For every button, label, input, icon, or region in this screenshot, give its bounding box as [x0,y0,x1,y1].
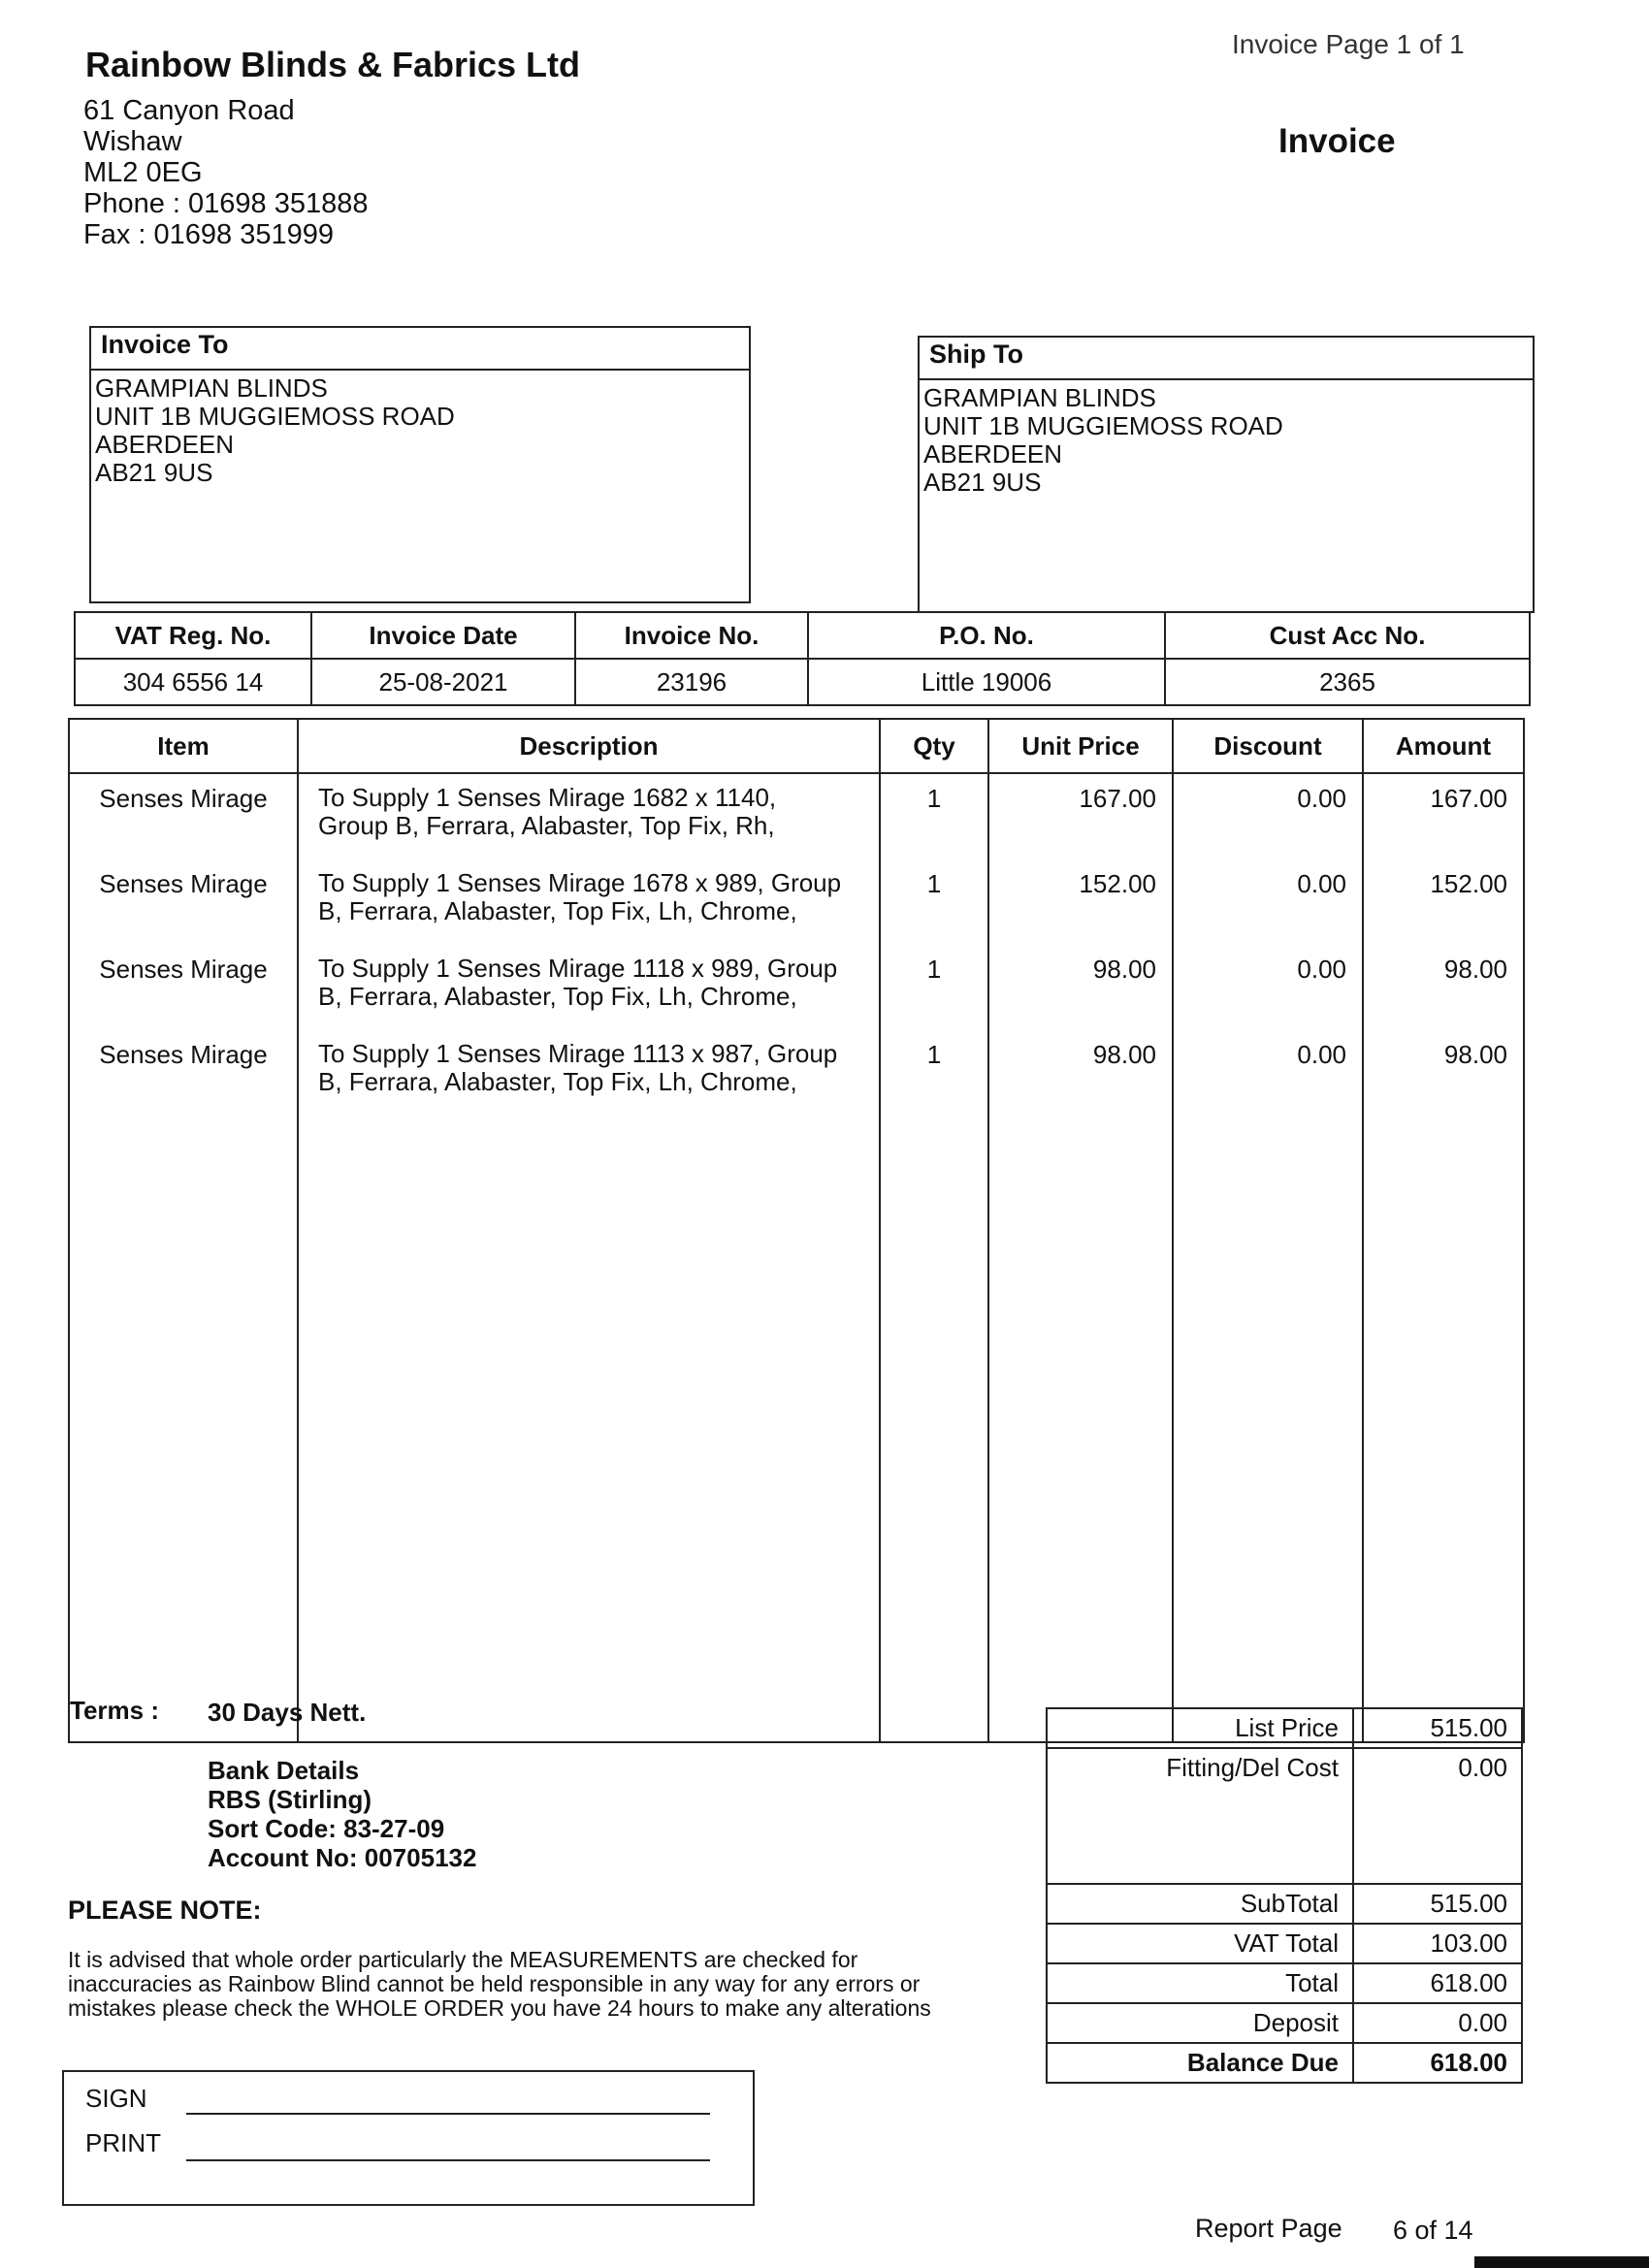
address-line: UNIT 1B MUGGIEMOSS ROAD [95,402,455,431]
amount-cell: 152.00 [1363,859,1524,945]
amount-header: Amount [1363,719,1524,773]
invoice-no-value: 23196 [575,659,808,705]
note-line: inaccuracies as Rainbow Blind cannot be held responsible in any way for any errors or [68,1971,921,1996]
vat-reg-value: 304 6556 14 [75,659,311,705]
description-cell [298,945,880,1030]
vat-total-value: 103.00 [1353,1924,1522,1963]
totals-row [1047,1708,1522,1748]
qty-cell: 1 [880,773,988,859]
vat-total-label: VAT Total [1047,1924,1353,1963]
item-cell: Senses Mirage [69,1030,298,1116]
unit-price-cell: 98.00 [988,1030,1173,1116]
terms-label: Terms : [70,1696,159,1725]
totals-table [1046,1707,1523,2084]
totals-row [1047,2043,1522,2083]
invoice-to-box [89,326,751,603]
table-row [69,859,1524,945]
invoice-info-table [74,611,1531,706]
subtotal-label: SubTotal [1047,1884,1353,1924]
bank-details-title: Bank Details [208,1756,360,1785]
unit-price-header: Unit Price [988,719,1173,773]
description-line: To Supply 1 Senses Mirage 1678 x 989, Group [318,868,842,897]
vat-reg-header: VAT Reg. No. [75,612,311,659]
please-note-title: PLEASE NOTE: [68,1895,262,1925]
unit-price-cell: 98.00 [988,945,1173,1030]
address-line: UNIT 1B MUGGIEMOSS ROAD [923,411,1283,440]
discount-cell: 0.00 [1173,773,1363,859]
description-line: To Supply 1 Senses Mirage 1113 x 987, Group [318,1039,838,1068]
document-title: Invoice [1278,122,1396,160]
sign-label: SIGN [85,2084,147,2113]
fitting-cost-value: 0.00 [1353,1748,1522,1884]
address-line: AB21 9US [95,458,213,487]
total-value: 618.00 [1353,1963,1522,2003]
report-page-number: 6 of 14 [1393,2216,1473,2245]
note-line: mistakes please check the WHOLE ORDER you have 24 hours to make any alterations [68,1995,931,2021]
amount-cell: 98.00 [1363,945,1524,1030]
description-line: B, Ferrara, Alabaster, Top Fix, Lh, Chrome, [318,982,797,1011]
company-fax: Fax : 01698 351999 [83,219,334,250]
sort-code: Sort Code: 83-27-09 [208,1814,445,1843]
description-line: Group B, Ferrara, Alabaster, Top Fix, Rh, [318,811,775,840]
account-number: Account No: 00705132 [208,1843,477,1872]
unit-price-cell: 152.00 [988,859,1173,945]
invoice-no-header: Invoice No. [575,612,808,659]
total-label: Total [1047,1963,1353,2003]
item-cell: Senses Mirage [69,945,298,1030]
address-line: ABERDEEN [95,430,235,459]
ship-to-label: Ship To [920,338,1533,380]
sign-line[interactable] [186,2113,710,2115]
company-name: Rainbow Blinds & Fabrics Ltd [85,45,581,84]
list-price-label: List Price [1047,1708,1353,1748]
invoice-to-label: Invoice To [91,328,749,371]
totals-row [1047,1884,1522,1924]
line-items-table [68,718,1525,1743]
deposit-value: 0.00 [1353,2003,1522,2043]
bank-details [208,1756,476,1872]
scan-edge [1474,2256,1649,2268]
company-address [83,95,369,250]
note-line: It is advised that whole order particularly the MEASUREMENTS are checked for [68,1947,858,1972]
po-no-value: Little 19006 [808,659,1165,705]
po-no-header: P.O. No. [808,612,1165,659]
balance-due-value: 618.00 [1353,2043,1522,2083]
description-cell [298,773,880,859]
ship-to-address [920,380,1533,501]
address-line: Wishaw [83,126,182,157]
print-line[interactable] [186,2159,710,2161]
table-row [69,773,1524,859]
qty-cell: 1 [880,945,988,1030]
balance-due-label: Balance Due [1047,2043,1353,2083]
description-cell [298,859,880,945]
fitting-cost-label: Fitting/Del Cost [1047,1748,1353,1884]
description-line: To Supply 1 Senses Mirage 1682 x 1140, [318,783,777,812]
qty-header: Qty [880,719,988,773]
description-cell [298,1030,880,1116]
description-line: B, Ferrara, Alabaster, Top Fix, Lh, Chrome, [318,1067,797,1096]
address-line: 61 Canyon Road [83,95,295,126]
cust-acc-header: Cust Acc No. [1165,612,1530,659]
address-line: GRAMPIAN BLINDS [923,383,1156,412]
address-line: AB21 9US [923,468,1042,497]
cust-acc-value: 2365 [1165,659,1530,705]
invoice-date-header: Invoice Date [311,612,575,659]
description-line: To Supply 1 Senses Mirage 1118 x 989, Group [318,954,838,983]
item-cell: Senses Mirage [69,773,298,859]
totals-row [1047,2003,1522,2043]
list-price-value: 515.00 [1353,1708,1522,1748]
invoice-to-address [91,371,749,491]
address-line: ML2 0EG [83,157,203,188]
item-cell: Senses Mirage [69,859,298,945]
discount-header: Discount [1173,719,1363,773]
amount-cell: 98.00 [1363,1030,1524,1116]
discount-cell: 0.00 [1173,859,1363,945]
deposit-label: Deposit [1047,2003,1353,2043]
table-row [69,1030,1524,1116]
qty-cell: 1 [880,859,988,945]
totals-row [1047,1963,1522,2003]
bank-name: RBS (Stirling) [208,1785,372,1814]
discount-cell: 0.00 [1173,945,1363,1030]
address-line: GRAMPIAN BLINDS [95,373,328,403]
table-filler [69,1116,1524,1742]
totals-row [1047,1924,1522,1963]
ship-to-box [918,336,1535,613]
address-line: ABERDEEN [923,439,1063,469]
signature-box [62,2070,755,2206]
invoice-date-value: 25-08-2021 [311,659,575,705]
totals-row [1047,1748,1522,1884]
description-header: Description [298,719,880,773]
discount-cell: 0.00 [1173,1030,1363,1116]
company-phone: Phone : 01698 351888 [83,188,369,219]
description-line: B, Ferrara, Alabaster, Top Fix, Lh, Chrome, [318,896,797,925]
report-page-label: Report Page [1195,2214,1342,2243]
subtotal-value: 515.00 [1353,1884,1522,1924]
qty-cell: 1 [880,1030,988,1116]
table-row [69,945,1524,1030]
invoice-page-ref: Invoice Page 1 of 1 [1232,29,1465,59]
amount-cell: 167.00 [1363,773,1524,859]
print-label: PRINT [85,2128,161,2157]
terms-value: 30 Days Nett. [208,1698,367,1727]
please-note-text [68,1948,1018,2021]
unit-price-cell: 167.00 [988,773,1173,859]
item-header: Item [69,719,298,773]
